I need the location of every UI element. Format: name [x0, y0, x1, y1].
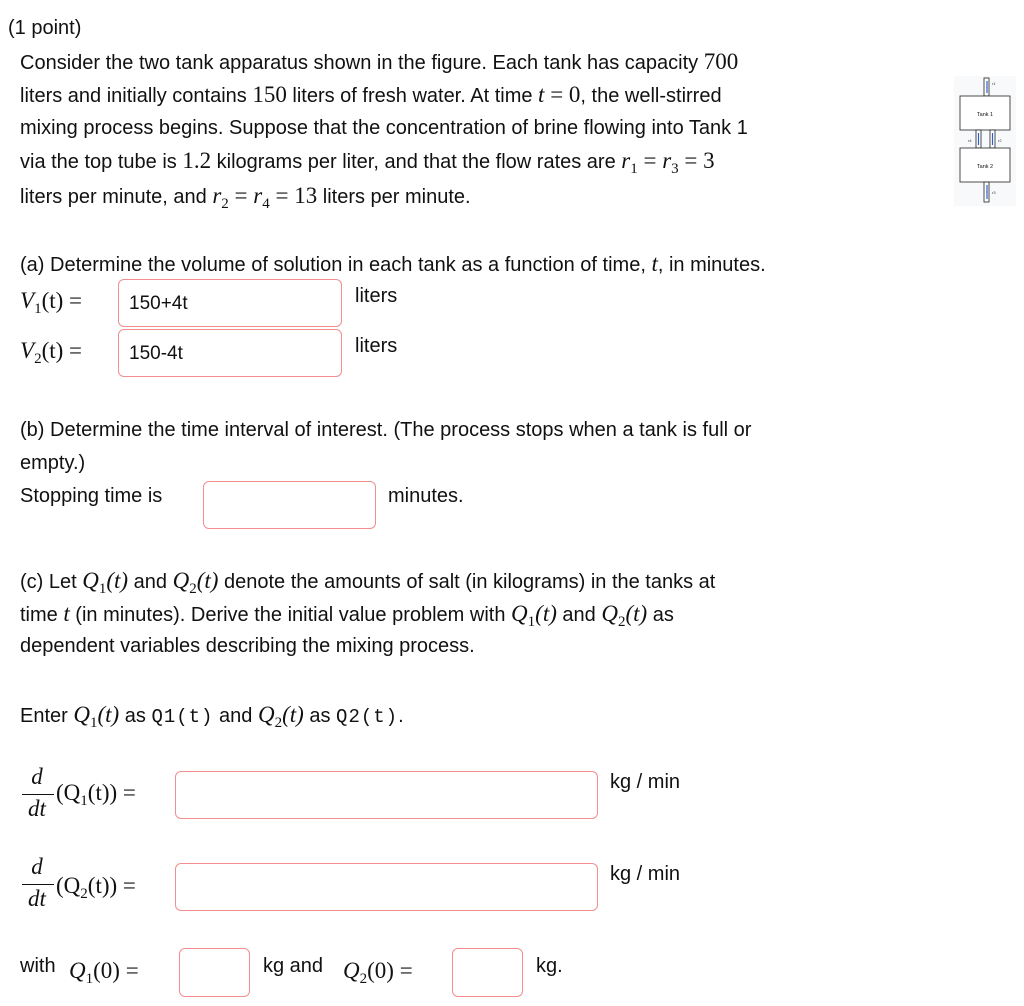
- part-a-prompt: [20, 251, 766, 277]
- problem-text: liters per minute.: [317, 186, 471, 208]
- v2-input[interactable]: 150-4t: [118, 329, 342, 377]
- brine-concentration: 1.2: [182, 148, 212, 173]
- prompt-text: (a) Determine the volume of solution in each tank as a function of time,: [20, 254, 652, 276]
- math-sub: 3: [671, 161, 679, 177]
- math-v: V: [20, 338, 35, 363]
- label-r2: r2: [998, 138, 1002, 143]
- math-t: t: [63, 601, 70, 626]
- math-sub: 2: [34, 351, 42, 367]
- capacity-value: 700: [703, 49, 739, 74]
- deriv-1-numerator: d: [31, 764, 43, 789]
- deriv-2-expression: [56, 873, 136, 902]
- deriv-2-numerator: d: [31, 854, 43, 879]
- problem-line-4: [20, 148, 715, 177]
- prompt-text: .: [398, 705, 404, 727]
- part-c-line-2: [20, 601, 674, 630]
- math-eq: = 0: [544, 82, 581, 107]
- math-sub: 2: [221, 196, 229, 212]
- part-b-prompt-2: empty.): [20, 452, 86, 474]
- with-label: with: [20, 955, 56, 977]
- math-q: Q: [172, 568, 190, 593]
- math-q: Q: [343, 958, 360, 983]
- q1-initial-input[interactable]: [179, 948, 250, 997]
- math-expr: (t)) =: [87, 780, 136, 805]
- part-b-prompt-1: (b) Determine the time interval of interest. (The process stops when a tank is full or: [20, 419, 752, 441]
- prompt-text: as: [119, 705, 152, 727]
- math-sub: 4: [262, 196, 270, 212]
- math-eq: =: [637, 148, 663, 173]
- problem-text: liters per minute, and: [20, 186, 213, 208]
- q2-initial-input[interactable]: [452, 948, 523, 997]
- problem-line-2: [20, 82, 722, 108]
- math-sub: 2: [617, 614, 626, 630]
- code-q2: Q2(t): [336, 706, 399, 728]
- prompt-text: and: [128, 571, 173, 593]
- problem-text: , the well-stirred: [580, 85, 722, 107]
- math-r: r: [662, 148, 672, 173]
- math-arg: (t): [106, 568, 129, 593]
- math-arg: (0) =: [93, 958, 139, 983]
- math-arg: (t): [97, 702, 120, 727]
- stopping-time-label: Stopping time is: [20, 485, 163, 507]
- problem-text: Consider the two tank apparatus shown in the figure. Each tank has capacity: [20, 52, 704, 74]
- prompt-text: and: [213, 705, 258, 727]
- tank-2-label: Tank 2: [976, 164, 994, 170]
- prompt-text: as: [303, 705, 337, 727]
- v1-label: [20, 288, 82, 317]
- math-sub: 1: [527, 614, 536, 630]
- prompt-text: Enter: [20, 705, 74, 727]
- problem-line-1: [20, 49, 738, 75]
- deriv-1-expression: [56, 780, 136, 809]
- label-r4: r4: [968, 138, 972, 143]
- math-sub: 2: [80, 886, 88, 902]
- problem-line-5: [20, 183, 471, 212]
- math-arg: (0) =: [367, 958, 413, 983]
- tank-diagram[interactable]: [954, 76, 1016, 206]
- prompt-text: (c) Let: [20, 571, 83, 593]
- math-arg: (t) =: [41, 338, 82, 363]
- math-eq: = 3: [678, 148, 715, 173]
- math-q: Q: [82, 568, 99, 593]
- math-q: Q: [69, 958, 86, 983]
- point-value: (1 point): [8, 17, 82, 39]
- math-arg: (t): [196, 568, 219, 593]
- deriv-1-denominator: dt: [28, 796, 46, 821]
- math-sub: 2: [189, 581, 197, 597]
- prompt-text: (in minutes). Derive the initial value problem with: [69, 604, 512, 626]
- q1-initial-label: [69, 958, 139, 987]
- math-r: r: [253, 183, 263, 208]
- code-q1: Q1(t): [151, 706, 214, 728]
- math-q: Q: [73, 702, 90, 727]
- dq1-unit: kg / min: [610, 771, 681, 793]
- problem-text: liters of fresh water. At time: [286, 85, 539, 107]
- math-arg: (t): [282, 702, 304, 727]
- math-r: r: [621, 148, 631, 173]
- v1-input[interactable]: 150+4t: [118, 279, 342, 327]
- math-sub: 1: [89, 715, 98, 731]
- math-arg: (t): [535, 601, 557, 626]
- math-t: t: [651, 251, 658, 276]
- label-r1: r1: [992, 81, 996, 86]
- math-eq: =: [228, 183, 254, 208]
- math-sub: 1: [34, 301, 42, 317]
- v1-unit: liters: [355, 285, 398, 307]
- math-q: Q: [601, 601, 618, 626]
- math-sub: 2: [359, 971, 368, 987]
- prompt-text: and: [556, 604, 602, 626]
- entry-instructions: [20, 702, 404, 731]
- math-sub: 1: [98, 581, 107, 597]
- problem-text: liters and initially contains: [20, 85, 253, 107]
- label-r3: r3: [992, 190, 996, 195]
- stopping-time-input[interactable]: [203, 481, 376, 529]
- tank-1-label: Tank 1: [976, 112, 994, 118]
- dq2-unit: kg / min: [610, 863, 681, 885]
- part-c-line-1: [20, 568, 716, 597]
- math-sub: 1: [80, 793, 88, 809]
- problem-line-3: mixing process begins. Suppose that the concentration of brine flowing into Tank 1: [20, 117, 748, 139]
- v2-unit: liters: [355, 335, 398, 357]
- problem-text: kilograms per liter, and that the flow rates are: [211, 151, 622, 173]
- math-arg: (t) =: [41, 288, 82, 313]
- math-eq: = 13: [269, 183, 318, 208]
- prompt-text: time: [20, 604, 64, 626]
- math-q: Q: [511, 601, 528, 626]
- math-v: V: [20, 288, 35, 313]
- kg-and-label: kg and: [263, 955, 324, 977]
- math-arg: (t): [625, 601, 648, 626]
- prompt-text: denote the amounts of salt (in kilograms) in the tanks at: [218, 571, 716, 593]
- stopping-time-unit: minutes.: [388, 485, 464, 507]
- math-r: r: [212, 183, 222, 208]
- kg-unit: kg.: [536, 955, 563, 977]
- prompt-text: as: [647, 604, 674, 626]
- math-sub: 1: [630, 161, 638, 177]
- problem-text: via the top tube is: [20, 151, 183, 173]
- dq2-input[interactable]: [175, 863, 598, 911]
- math-expr: (Q: [56, 873, 81, 898]
- math-sub: 2: [274, 715, 283, 731]
- initial-volume: 150: [252, 82, 287, 107]
- prompt-text: , in minutes.: [657, 254, 766, 276]
- math-q: Q: [257, 702, 275, 727]
- v2-label: [20, 338, 82, 367]
- math-expr: (Q: [56, 780, 81, 805]
- math-sub: 1: [85, 971, 94, 987]
- q2-initial-label: [343, 958, 413, 987]
- dq1-input[interactable]: [175, 771, 598, 819]
- math-expr: (t)) =: [87, 873, 136, 898]
- part-c-line-3: dependent variables describing the mixing process.: [20, 635, 475, 657]
- math-t: t: [538, 82, 545, 107]
- deriv-2-denominator: dt: [28, 886, 46, 911]
